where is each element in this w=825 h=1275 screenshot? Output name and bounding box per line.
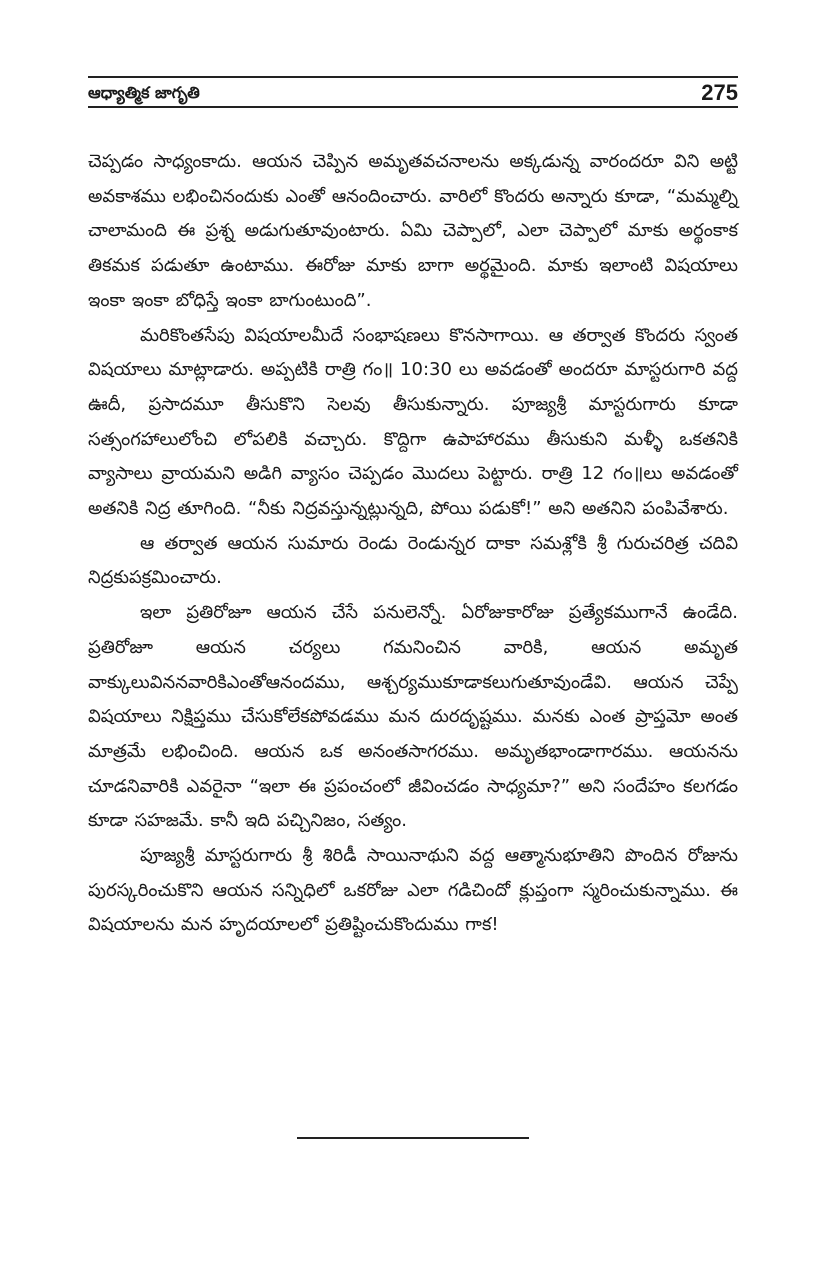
paragraph: ఇలా ప్రతిరోజూ ఆయన చేసే పనులెన్నో. ఏరోజుకారోజు ప్రత్యేకముగానే ఉండేది. ప్రతిరోజూ ఆయన చర్యలు గమనించిన వారికి, ఆయన అమృత వాక్కులువిననవారికిఎంతోఆనందము, ఆశ్చర్యముకూడాకలుగుతూవుండేవి. ఆయన చెప్పే విషయాలు నిక్షిప్తము చేసుకోలేకపోవడము మన దురదృష్టము. మనకు ఎంత ప్రాప్తమో అంత మాత్రమే లభించింది. ఆయన ఒక అనంతసాగరము. అమృతభాండాగారము. ఆయనను చూడనివారికి ఎవరైనా “ఇలా ఈ ప్రపంచంలో జీవించడం సాధ్యమా?” అని సందేహం కలగడం కూడా సహజమే. కానీ ఇది పచ్చినిజం, సత్యం. [88,602,738,832]
book-title: ఆధ్యాత్మిక జాగృతి [88,83,200,102]
paragraph: మరికొంతసేపు విషయాలమీదే సంభాషణలు కొనసాగాయి. ఆ తర్వాత కొందరు స్వంత విషయాలు మాట్లాడారు. అప్పటికి రాత్రి గం॥ 10:30 లు అవడంతో అందరూ మాస్టరుగారి వద్ద ఊదీ, ప్రసాదమూ తీసుకొని సెలవు తీసుకున్నారు. పూజ్యశ్రీ మాస్టరుగారు కూడా సత్సంగహాలులోంచి లోపలికి వచ్చారు. కొద్దిగా ఉపాహారము తీసుకుని మళ్ళీ ఒకతనికి వ్యాసాలు వ్రాయమని అడిగి వ్యాసం చెప్పడం మొదలు పెట్టారు. రాత్రి 12 గం॥లు అవడంతో అతనికి నిద్ర తూగింది. “నీకు నిద్రవస్తున్నట్లున్నది, పోయి పడుకో!” అని అతనిని పంపివేశారు. [88,324,738,520]
body-text [88,145,738,943]
running-header [88,76,738,108]
paragraph: చెప్పడం సాధ్యంకాదు. ఆయన చెప్పిన అమృతవచనాలను అక్కడున్న వారందరూ విని అట్టి అవకాశము లభించినందుకు ఎంతో ఆనందించారు. వారిలో కొందరు అన్నారు కూడా, “మమ్మల్ని చాలామంది ఈ ప్రశ్న అడుగుతూవుంటారు. ఏమి చెప్పాలో, ఎలా చెప్పాలో మాకు అర్థంకాక తికమక పడుతూ ఉంటాము. ఈరోజు మాకు బాగా అర్థమైంది. మాకు ఇలాంటి విషయాలు ఇంకా ఇంకా బోధిస్తే ఇంకా బాగుంటుంది”. [88,151,738,311]
paragraph: ఆ తర్వాత ఆయన సుమారు రెండు రెండున్నర దాకా సమశ్లోకి శ్రీ గురుచరిత్ర చదివి నిద్రకుపక్రమించారు. [88,532,738,589]
section-end-divider [297,1137,529,1139]
paragraph: పూజ్యశ్రీ మాస్టరుగారు శ్రీ శిరిడీ సాయినాథుని వద్ద ఆత్మానుభూతిని పొందిన రోజును పురస్కరించుకొని ఆయన సన్నిధిలో ఒకరోజు ఎలా గడిచిందో క్లుప్తంగా స్మరించుకున్నాము. ఈ విషయాలను మన హృదయాలలో ప్రతిష్టించుకొందుము గాక! [88,845,738,936]
page-number: 275 [701,80,738,105]
